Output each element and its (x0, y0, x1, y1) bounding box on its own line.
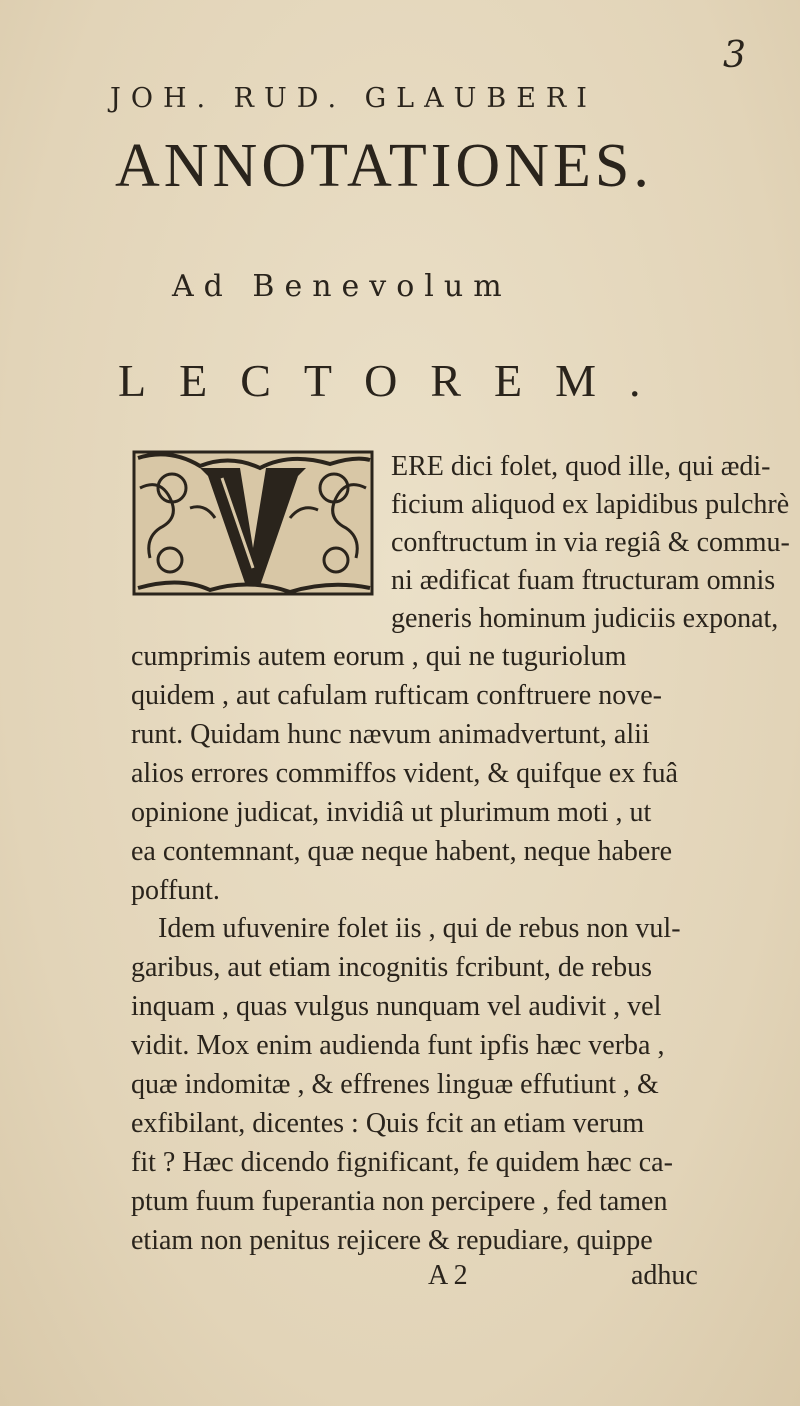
text-line: ficium aliquod ex lapidibus pulchrè (391, 489, 790, 520)
text-line: cumprimis autem eorum , qui ne tuguriolum (131, 641, 627, 672)
text-line: Idem ufuvenire folet iis , qui de rebus non vul- (158, 913, 681, 944)
text-line: generis hominum judiciis exponat, (391, 603, 779, 634)
catchword: adhuc (631, 1260, 698, 1291)
text-line: etiam non penitus rejicere & repudiare, quippe (131, 1225, 653, 1256)
text-line: vidit. Mox enim audienda funt ipfis hæc verba , (131, 1030, 665, 1061)
text-line: ni ædificat fuam ftructuram omnis (391, 565, 776, 596)
subtitle-line-2: LECTOREM. (118, 355, 674, 406)
text-line: exfibilant, dicentes : Quis fcit an etiam verum (131, 1108, 645, 1139)
page-number: 3 (723, 35, 746, 76)
text-line: fit ? Hæc dicendo fignificant, fe quidem hæc ca- (131, 1147, 673, 1178)
text-line: conftructum in via regiâ & commu- (391, 527, 790, 558)
author-heading: JOH. RUD. GLAUBERI (110, 83, 597, 114)
text-line: poffunt. (131, 875, 220, 906)
text-line: ptum fuum fuperantia non percipere , fed tamen (131, 1186, 668, 1217)
text-line: ERE dici folet, quod ille, qui ædi- (391, 451, 771, 482)
decorated-initial-icon (130, 448, 376, 598)
signature-mark: A 2 (428, 1260, 468, 1291)
text-line: quæ indomitæ , & effrenes linguæ effutiunt , & (131, 1069, 659, 1100)
text-line: ea contemnant, quæ neque habent, neque habere (131, 836, 673, 867)
text-line: inquam , quas vulgus nunquam vel audivit , vel (131, 991, 662, 1022)
text-line: quidem , aut cafulam rufticam conftruere nove- (131, 680, 662, 711)
text-line: alios errores commiffos vident, & quifque ex fuâ (131, 758, 678, 789)
page-title: ANNOTATIONES. (115, 132, 653, 200)
text-line: garibus, aut etiam incognitis fcribunt, de rebus (131, 952, 652, 983)
text-line: opinione judicat, invidiâ ut plurimum moti , ut (131, 797, 652, 828)
text-line: runt. Quidam hunc nævum animadvertunt, alii (131, 719, 650, 750)
subtitle-line-1: Ad Benevolum (172, 269, 512, 304)
